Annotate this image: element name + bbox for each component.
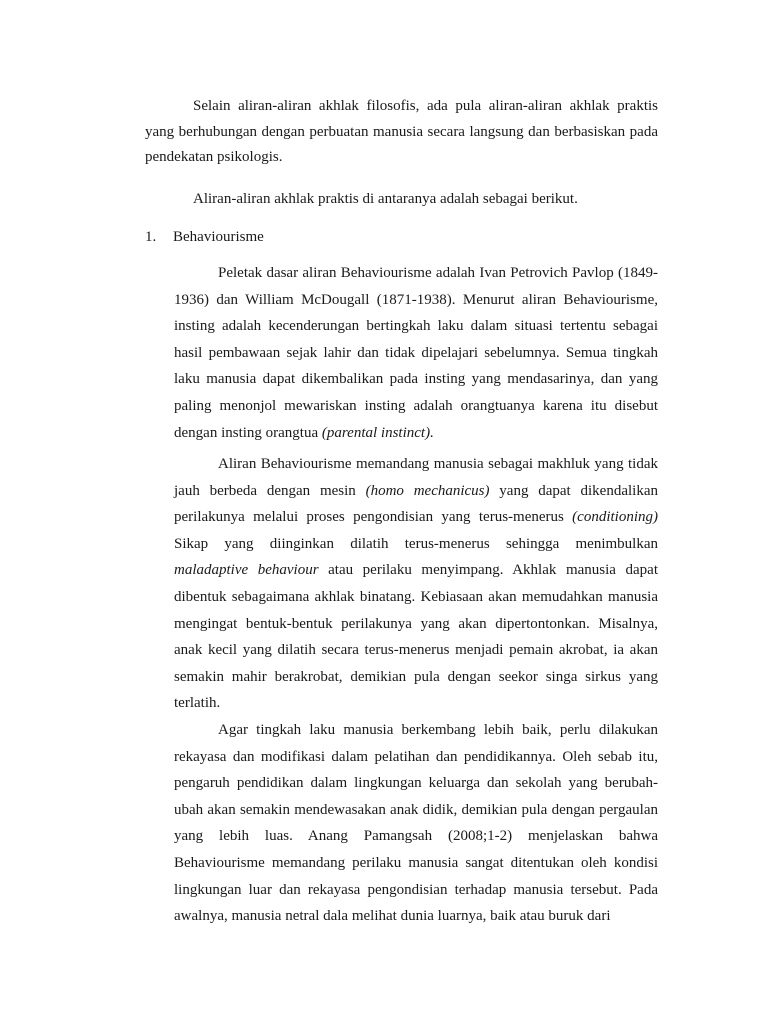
section-title: Behaviourisme [173,229,264,245]
section-heading [145,224,658,250]
behaviourism-paragraph-2 [174,451,658,717]
paragraph-text: Sikap yang diinginkan dilatih terus-menerus sehingga menimbulkan [174,535,658,552]
paragraph-text: atau perilaku menyimpang. Akhlak manusia dapat dibentuk sebagaimana akhlak binatang. Kebiasaan akan memudahkan manusia mengingat bentuk-bentuk perilakunya yang akan dipertontonkan. Misalnya, anak kecil yang dilatih secara terus-menerus menjadi pemain akrobat, ia akan semakin mahir berakrobat, demikian pula dengan seekor singa sirkus yang terlatih. [174,562,658,712]
italic-term: maladaptive behaviour [174,562,319,579]
italic-term: (homo mechanicus) [365,482,490,499]
section-number: 1. [145,229,157,245]
italic-term: (conditioning) [572,509,658,526]
paragraph-text: Peletak dasar aliran Behaviourisme adalah Ivan Petrovich Pavlop (1849-1936) dan William McDougall (1871-1938). Menurut aliran Behaviourisme, insting adalah kecenderungan bertingkah laku dalam situasi tertentu sebagai hasil pembawaan sejak lahir dan tidak dipelajari sebelumnya. Semua tingkah laku manusia dapat dikembalikan pada insting yang mendasarinya, dan yang paling menonjol mewariskan insting adalah orangtuanya karena itu disebut dengan insting orangtua [174,265,658,441]
behaviourism-paragraph-3: Agar tingkah laku manusia berkembang lebih baik, perlu dilakukan rekayasa dan modifikasi dalam pelatihan dan pendidikannya. Oleh sebab itu, pengaruh pendidikan dalam lingkungan keluarga dan sekolah yang berubah-ubah akan semakin mendewasakan anak didik, demikian pula dengan pergaulan yang lebih luas. Anang Pamangsah (2008;1-2) menjelaskan bahwa Behaviourisme memandang perilaku manusia sangat ditentukan oleh kondisi lingkungan luar dan rekayasa pengondisian terhadap manusia tersebut. Pada awalnya, manusia netral dala melihat dunia luarnya, baik atau buruk dari [174,722,658,925]
lead-paragraph: Aliran-aliran akhlak praktis di antaranya adalah sebagai berikut. [193,191,578,207]
paragraph-text: Aliran Behaviourisme memandang manusia sebagai makhluk yang tidak jauh berbeda dengan mesin [174,456,658,499]
behaviourism-paragraph-1 [174,260,658,446]
intro-paragraph: Selain aliran-aliran akhlak filosofis, ada pula aliran-aliran akhlak praktis yang berhubungan dengan perbuatan manusia secara langsung dan berbasiskan pada pendekatan psikologis. [145,98,658,165]
paragraph-text: yang dapat dikendalikan perilakunya melalui proses pengondisian yang terus-menerus [174,482,658,526]
italic-term: (parental instinct). [321,424,434,441]
